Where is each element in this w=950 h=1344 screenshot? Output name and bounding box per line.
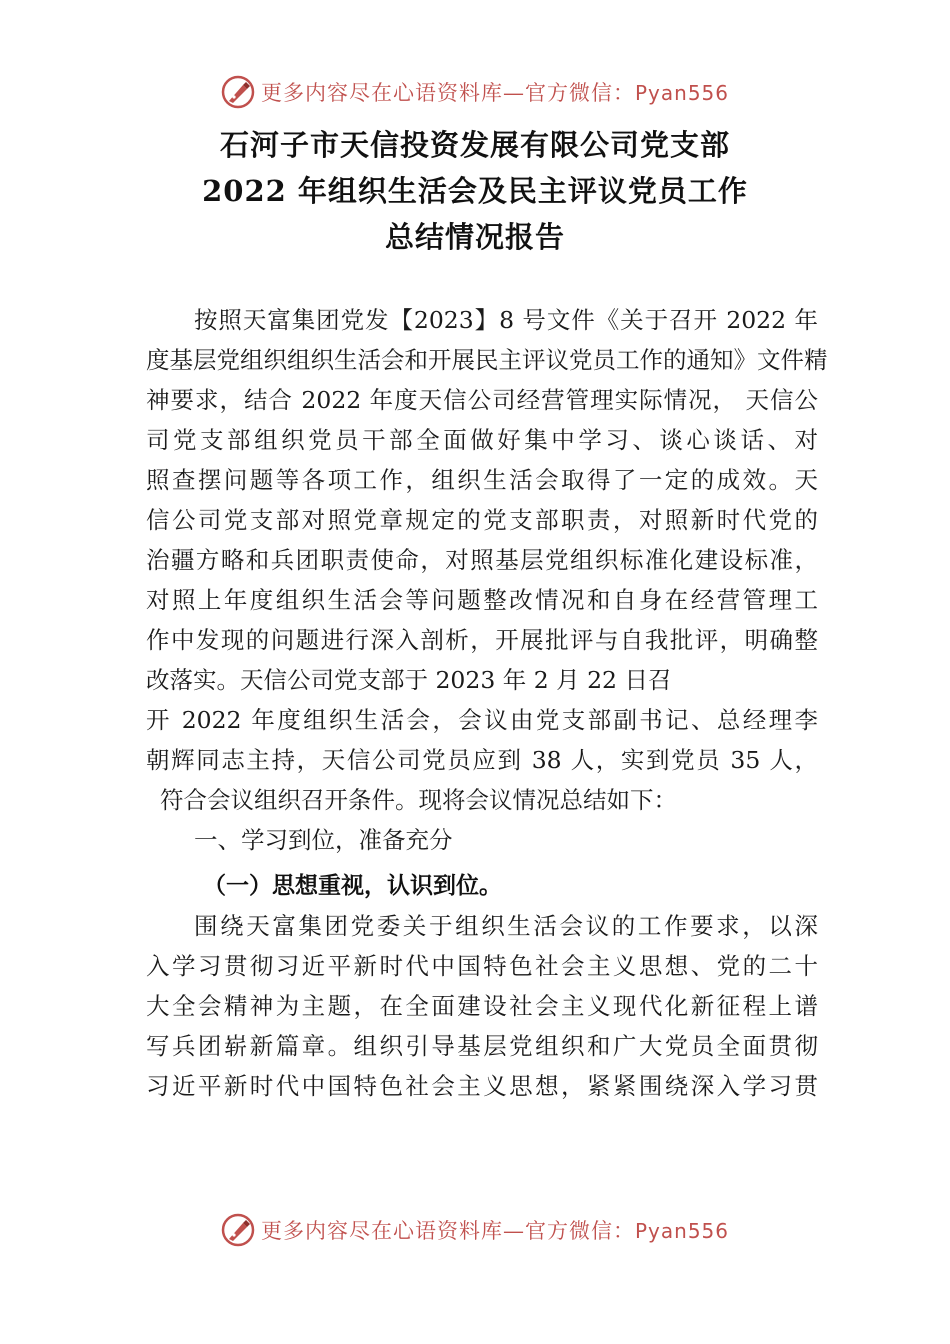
text-line: 符合会议组织召开条件。现将会议情况总结如下： bbox=[160, 786, 677, 814]
text-line: 习近平新时代中国特色社会主义思想，紧紧围绕深入学习贯 bbox=[146, 1072, 818, 1100]
title-line-3: 总结情况报告 bbox=[384, 220, 565, 254]
watermark-text: 更多内容尽在心语资料库—官方微信：Pyan556 bbox=[260, 81, 729, 105]
title-line-2: 2022 年组织生活会及民主评议党员工作 bbox=[202, 174, 748, 208]
paragraph-intro bbox=[146, 300, 828, 820]
section-heading: 一、学习到位，准备充分 bbox=[194, 826, 453, 854]
text-line: 照查摆问题等各项工作，组织生活会取得了一定的成效。天 bbox=[146, 466, 818, 494]
text-line: 作中发现的问题进行深入剖析，开展批评与自我批评，明确整 bbox=[146, 626, 818, 654]
text-line: 神要求，结合 2022 年度天信公司经营管理实际情况， 天信公 bbox=[146, 386, 818, 414]
text-line: 度基层党组织组织生活会和开展民主评议党员工作的通知》文件精 bbox=[146, 346, 828, 374]
text-line: 信公司党支部对照党章规定的党支部职责，对照新时代党的 bbox=[146, 506, 818, 534]
pen-nib-logo-icon bbox=[221, 1213, 255, 1247]
paragraph-section-1 bbox=[146, 906, 818, 1106]
watermark-banner-top bbox=[0, 72, 950, 112]
watermark-banner-bottom bbox=[0, 1210, 950, 1250]
text-line: 开 2022 年度组织生活会，会议由党支部副书记、总经理李 bbox=[146, 706, 818, 734]
text-line: 治疆方略和兵团职责使命，对照基层党组织标准化建设标准， bbox=[146, 546, 818, 574]
text-line: 大全会精神为主题，在全面建设社会主义现代化新征程上谱 bbox=[146, 992, 818, 1020]
sub-heading: （一）思想重视，认识到位。 bbox=[203, 873, 502, 899]
text-line: 朝辉同志主持，天信公司党员应到 38 人，实到党员 35 人， bbox=[146, 746, 818, 774]
text-line: 对照上年度组织生活会等问题整改情况和自身在经营管理工 bbox=[146, 586, 818, 614]
text-line: 按照天富集团党发【2023】8 号文件《关于召开 2022 年 bbox=[194, 306, 818, 334]
text-line: 司党支部组织党员干部全面做好集中学习、谈心谈话、对 bbox=[146, 426, 818, 454]
text-line: 改落实。天信公司党支部于 2023 年 2 月 22 日召 bbox=[146, 666, 672, 694]
document-title bbox=[0, 122, 950, 260]
text-line: 入学习贯彻习近平新时代中国特色社会主义思想、党的二十 bbox=[146, 952, 818, 980]
watermark-text: 更多内容尽在心语资料库—官方微信：Pyan556 bbox=[260, 1219, 729, 1243]
text-line: 围绕天富集团党委关于组织生活会议的工作要求，以深 bbox=[194, 912, 818, 940]
pen-nib-logo-icon bbox=[221, 75, 255, 109]
text-line: 写兵团崭新篇章。组织引导基层党组织和广大党员全面贯彻 bbox=[146, 1032, 818, 1060]
title-line-1: 石河子市天信投资发展有限公司党支部 bbox=[219, 128, 730, 162]
